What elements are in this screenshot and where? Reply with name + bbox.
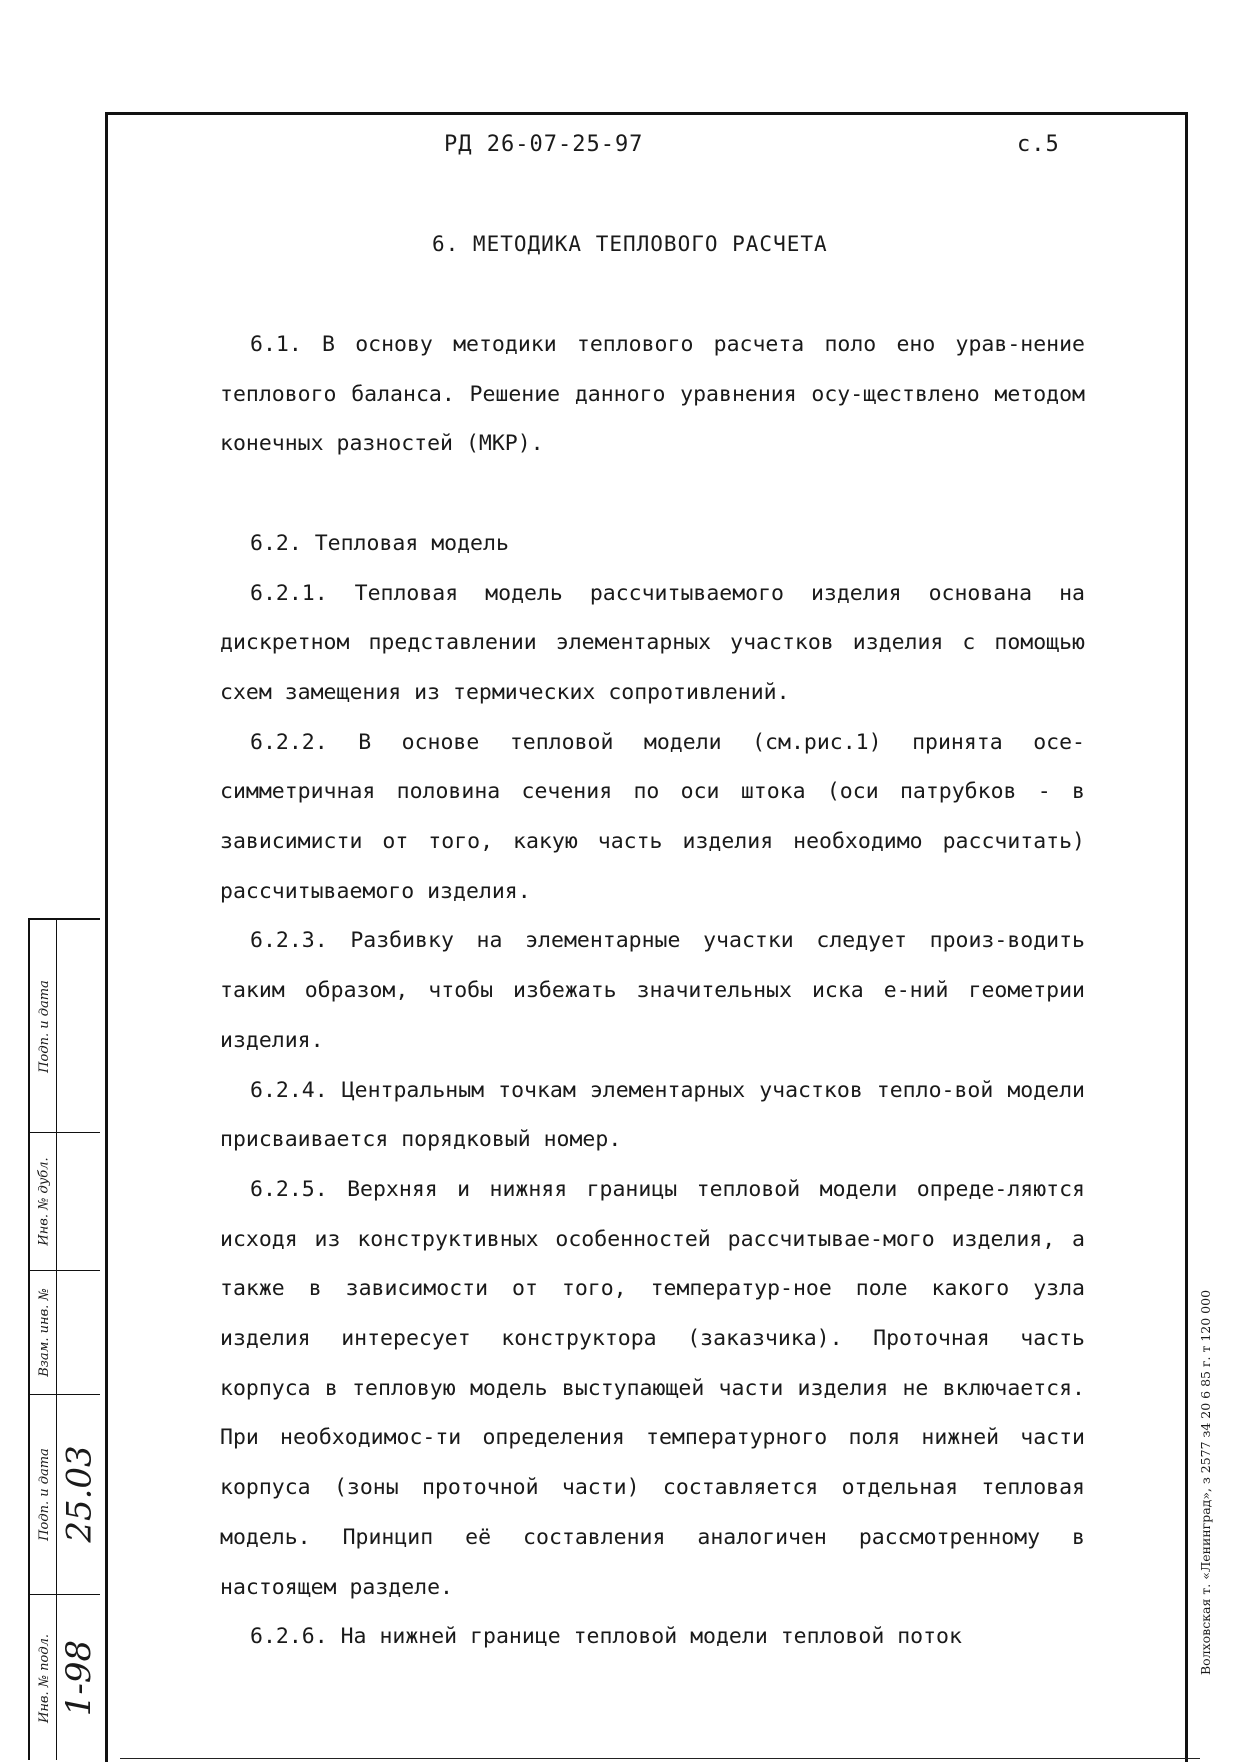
- paragraph-6-2-1: 6.2.1. Тепловая модель рассчитываемого изделия основана на дискретном представлении элементарных участков изделия с помощью схем замещения из термических сопротивлений.: [220, 580, 1085, 705]
- paragraph-6-2-4: 6.2.4. Центральным точкам элементарных участков тепло-вой модели присваивается порядковый номер.: [220, 1077, 1085, 1153]
- paragraph-6-2-heading: 6.2. Тепловая модель: [250, 530, 509, 556]
- section-title: 6. МЕТОДИКА ТЕПЛОВОГО РАСЧЕТА: [432, 232, 828, 256]
- paragraph-6-2-5: 6.2.5. Верхняя и нижняя границы тепловой модели опреде-ляются исходя из конструктивных особенностей рассчитывае-мого изделия, а также в зависимости от того, температур-ное поле какого узла изделия интересует конструктора (заказчика). Проточная часть корпуса в тепловую модель выступающей части изделия не включается. При необходимос-ти определения температурного поля нижней части корпуса (зоны проточной части) составляется отдельная тепловая модель. Принцип её составления аналогичен рассмотренному в настоящем разделе.: [220, 1176, 1085, 1600]
- stamp-label-sign-date: Подп. и дата: [36, 979, 52, 1073]
- page-number: с.5: [1017, 132, 1060, 157]
- paragraph-6-1: 6.1. В основу методики теплового расчета поло ено урав-нение теплового баланса. Решение данного уравнения осу-ществлено методом конечных разностей (МКР).: [220, 332, 1085, 457]
- stamp-label-replace-inv: Взам. инв. №: [36, 1287, 52, 1377]
- stamp-label-sign-date: Подп. и дата: [36, 1447, 52, 1541]
- printing-note: Волховская т. «Ленинград», з 2577 з4 20 6 85 г. т 120 000: [1198, 1289, 1214, 1676]
- stamp-label-original-inv: Инв. № подл.: [36, 1633, 52, 1723]
- stamp-inventory-number: 1-98: [59, 1639, 100, 1717]
- document-code: РД 26-07-25-97: [444, 132, 644, 157]
- bottom-rule: [120, 1758, 420, 1759]
- paragraph-6-2-6: 6.2.6. На нижней границе тепловой модели тепловой поток: [250, 1624, 962, 1650]
- paragraph-6-2-3: 6.2.3. Разбивку на элементарные участки следует произ-водить таким образом, чтобы избежать значительных иска е-ний геометрии изделия.: [220, 928, 1085, 1053]
- registration-stamp: [28, 918, 100, 1760]
- stamp-signature-date: 25.03: [59, 1445, 100, 1543]
- body-text: [220, 320, 1085, 1662]
- bottom-rule: [420, 1758, 1200, 1759]
- stamp-label-dup-inv: Инв. № дубл.: [36, 1156, 52, 1246]
- paragraph-6-2-2: 6.2.2. В основе тепловой модели (см.рис.1) принята осе-симметричная половина сечения по оси штока (оси патрубков - в зависимисти от того, какую часть изделия необходимо рассчитать) рассчитываемого изделия.: [220, 729, 1085, 904]
